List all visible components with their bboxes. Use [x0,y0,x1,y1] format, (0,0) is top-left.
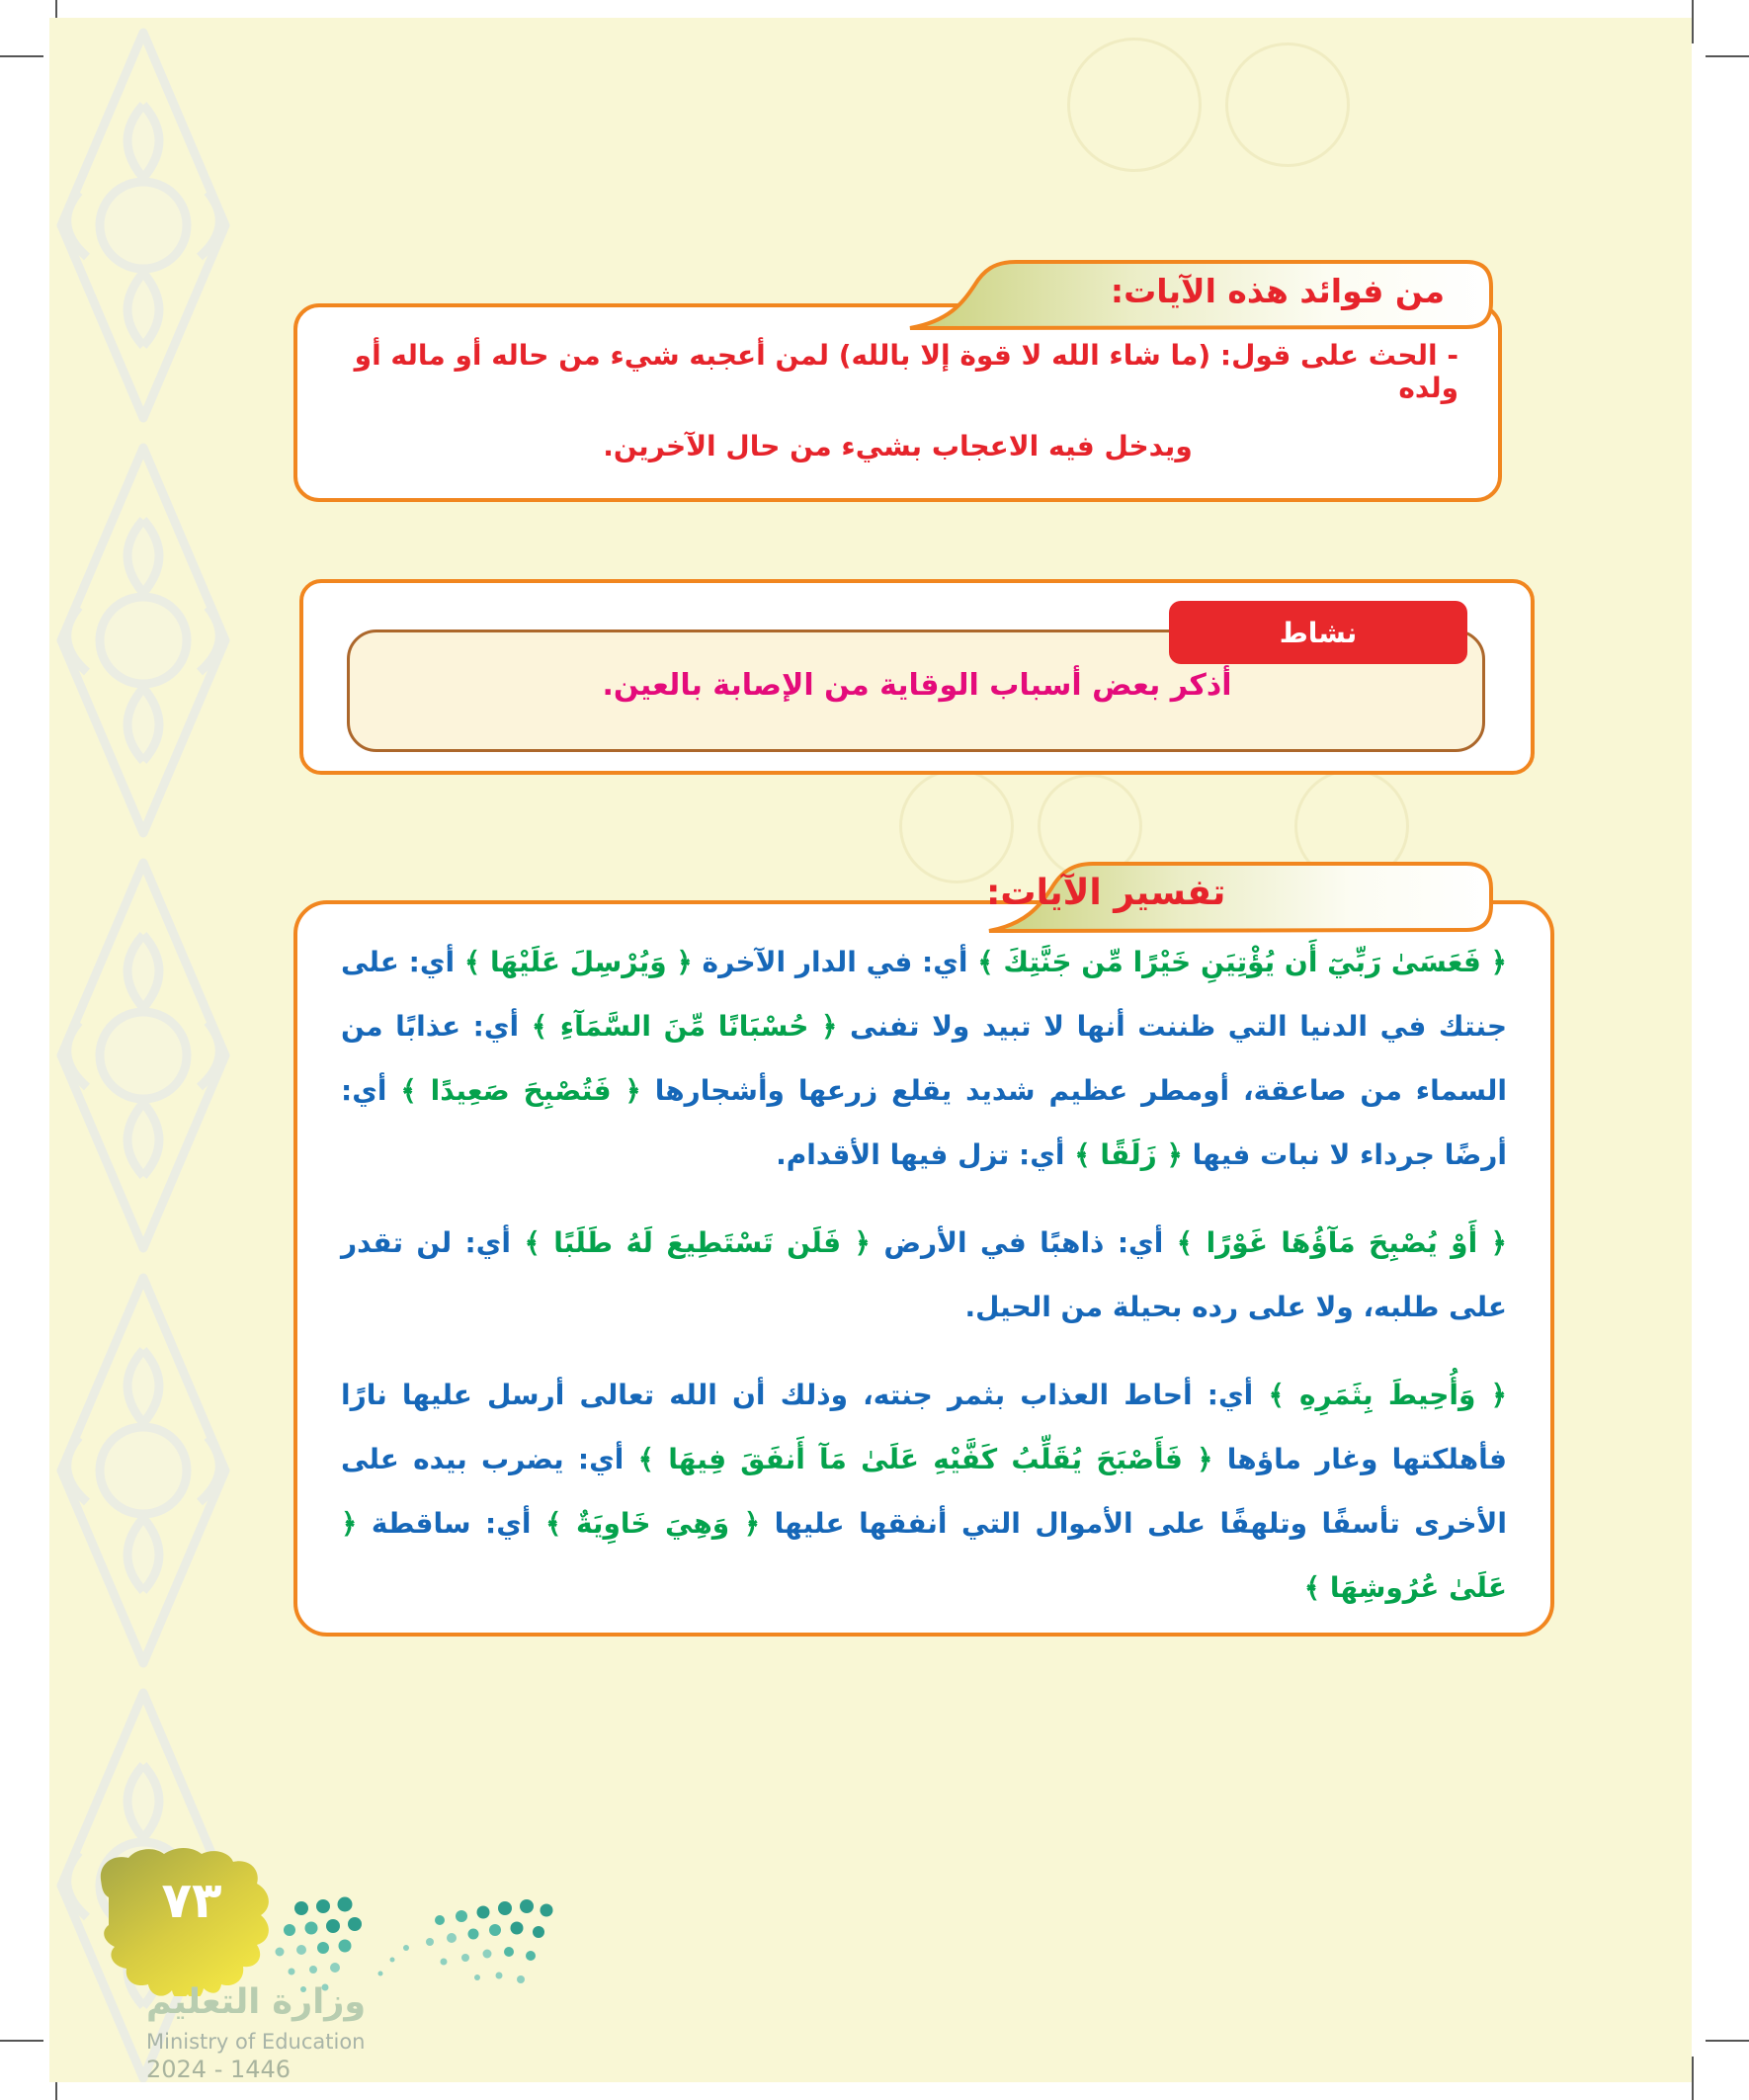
tafsir-box [293,900,1554,1637]
ministry-wordmark-arabic: وزارة التعليم [146,1982,367,2022]
activity-prompt: أذكر بعض أسباب الوقاية من الإصابة بالعين. [602,668,1232,703]
crop-mark [1692,2057,1694,2100]
explanation-text: أي: في الدار الآخرة [692,946,978,978]
quran-quote: ﴿ فَلَن تَسْتَطِيعَ لَهُ طَلَبًا ﴾ [524,1226,871,1259]
explanation-text: أي: أحاط العذاب بثمر جنته، وذلك أن الله تعالى أرسل عليها نارًا فأهلكتها وغار ماؤها [341,1379,1508,1475]
quran-quote: ﴿ زَلَقًا ﴾ [1074,1138,1183,1171]
edition-year: 2024 - 1446 [146,2056,292,2083]
tafsir-banner [986,859,1496,934]
explanation-text: أي: ساقطة [357,1507,546,1540]
explanation-text: أي: أرضًا جرداء لا نبات فيها [341,1074,1507,1171]
quran-quote: ﴿ فَأَصْبَحَ يُقَلِّبُ كَفَّيْهِ عَلَىٰ مَآ أَنفَقَ فِيهَا ﴾ [637,1443,1213,1475]
tafsir-paragraph [341,1363,1507,1620]
explanation-text: أي: لن تقدر على طلبه، ولا على رده بحيلة من الحيل. [341,1226,1507,1323]
page-background [49,18,1692,2082]
quran-quote: ﴿ وَيُرْسِلَ عَلَيْهَا ﴾ [463,946,693,978]
benefits-text-line1: - الحث على قول: (ما شاء الله لا قوة إلا بالله) لمن أعجبه شيء من حاله أو ماله أو ولده [354,339,1458,404]
tafsir-paragraph [341,1211,1507,1339]
tafsir-paragraph [341,930,1507,1187]
quran-quote: ﴿ وَهِيَ خَاوِيَةٌ ﴾ [545,1507,761,1540]
benefits-text-line2: ويدخل فيه الاعجاب بشيء من حال الآخرين. [603,430,1193,462]
ministry-wordmark-english: Ministry of Education [146,2030,366,2054]
tafsir-banner-title: تفسير الآيات: [986,872,1226,913]
benefits-banner-title: من فوائد هذه الآيات: [1110,271,1445,310]
benefits-box [293,303,1502,502]
explanation-text: أي: تزل فيها الأقدام. [776,1138,1075,1171]
activity-tab [1169,601,1467,664]
crop-mark [1706,55,1749,57]
benefits-banner [907,258,1496,331]
quran-quote: ﴿ وَأُحِيطَ بِثَمَرِهِ ﴾ [1268,1379,1507,1411]
tafsir-text [341,930,1507,1620]
quran-quote: ﴿ أَوْ يُصْبِحَ مَآؤُهَا غَوْرًا ﴾ [1176,1226,1508,1259]
crop-mark [0,55,43,57]
explanation-text: أي: يضرب بيده على الأخرى تأسفًا وتلهفًا على الأموال التي أنفقها عليها [341,1443,1507,1540]
watermark-circle [1067,38,1202,172]
page-number: ٧٣ [161,1872,222,1929]
quran-quote: ﴿ حُسْبَانًا مِّنَ السَّمَآءِ ﴾ [531,1010,838,1043]
explanation-text: أي: عذابًا من السماء من صاعقة، أومطر عظيم شديد يقلع زرعها وأشجارها [341,1010,1507,1107]
watermark-circle [1225,42,1350,167]
activity-box [299,579,1535,775]
explanation-text: أي: ذاهبًا في الأرض [870,1226,1177,1259]
activity-tab-label: نشاط [1279,616,1358,649]
crop-mark [1706,2040,1749,2042]
crop-mark [0,2040,43,2042]
quran-quote: ﴿ فَعَسَىٰ رَبِّيٓ أَن يُؤْتِيَنِ خَيْرًا مِّن جَنَّتِكَ ﴾ [977,946,1508,978]
quran-quote: ﴿ فَتُصْبِحَ صَعِيدًا ﴾ [400,1074,641,1107]
quran-quote: ﴿ عَلَىٰ عُرُوشِهَا ﴾ [341,1507,1507,1604]
crop-mark [1692,0,1694,43]
explanation-text: أي: على جنتك في الدنيا التي ظننت أنها لا تبيد ولا تفنى [341,946,1508,1043]
arabesque-ornament-strip [49,18,237,2082]
